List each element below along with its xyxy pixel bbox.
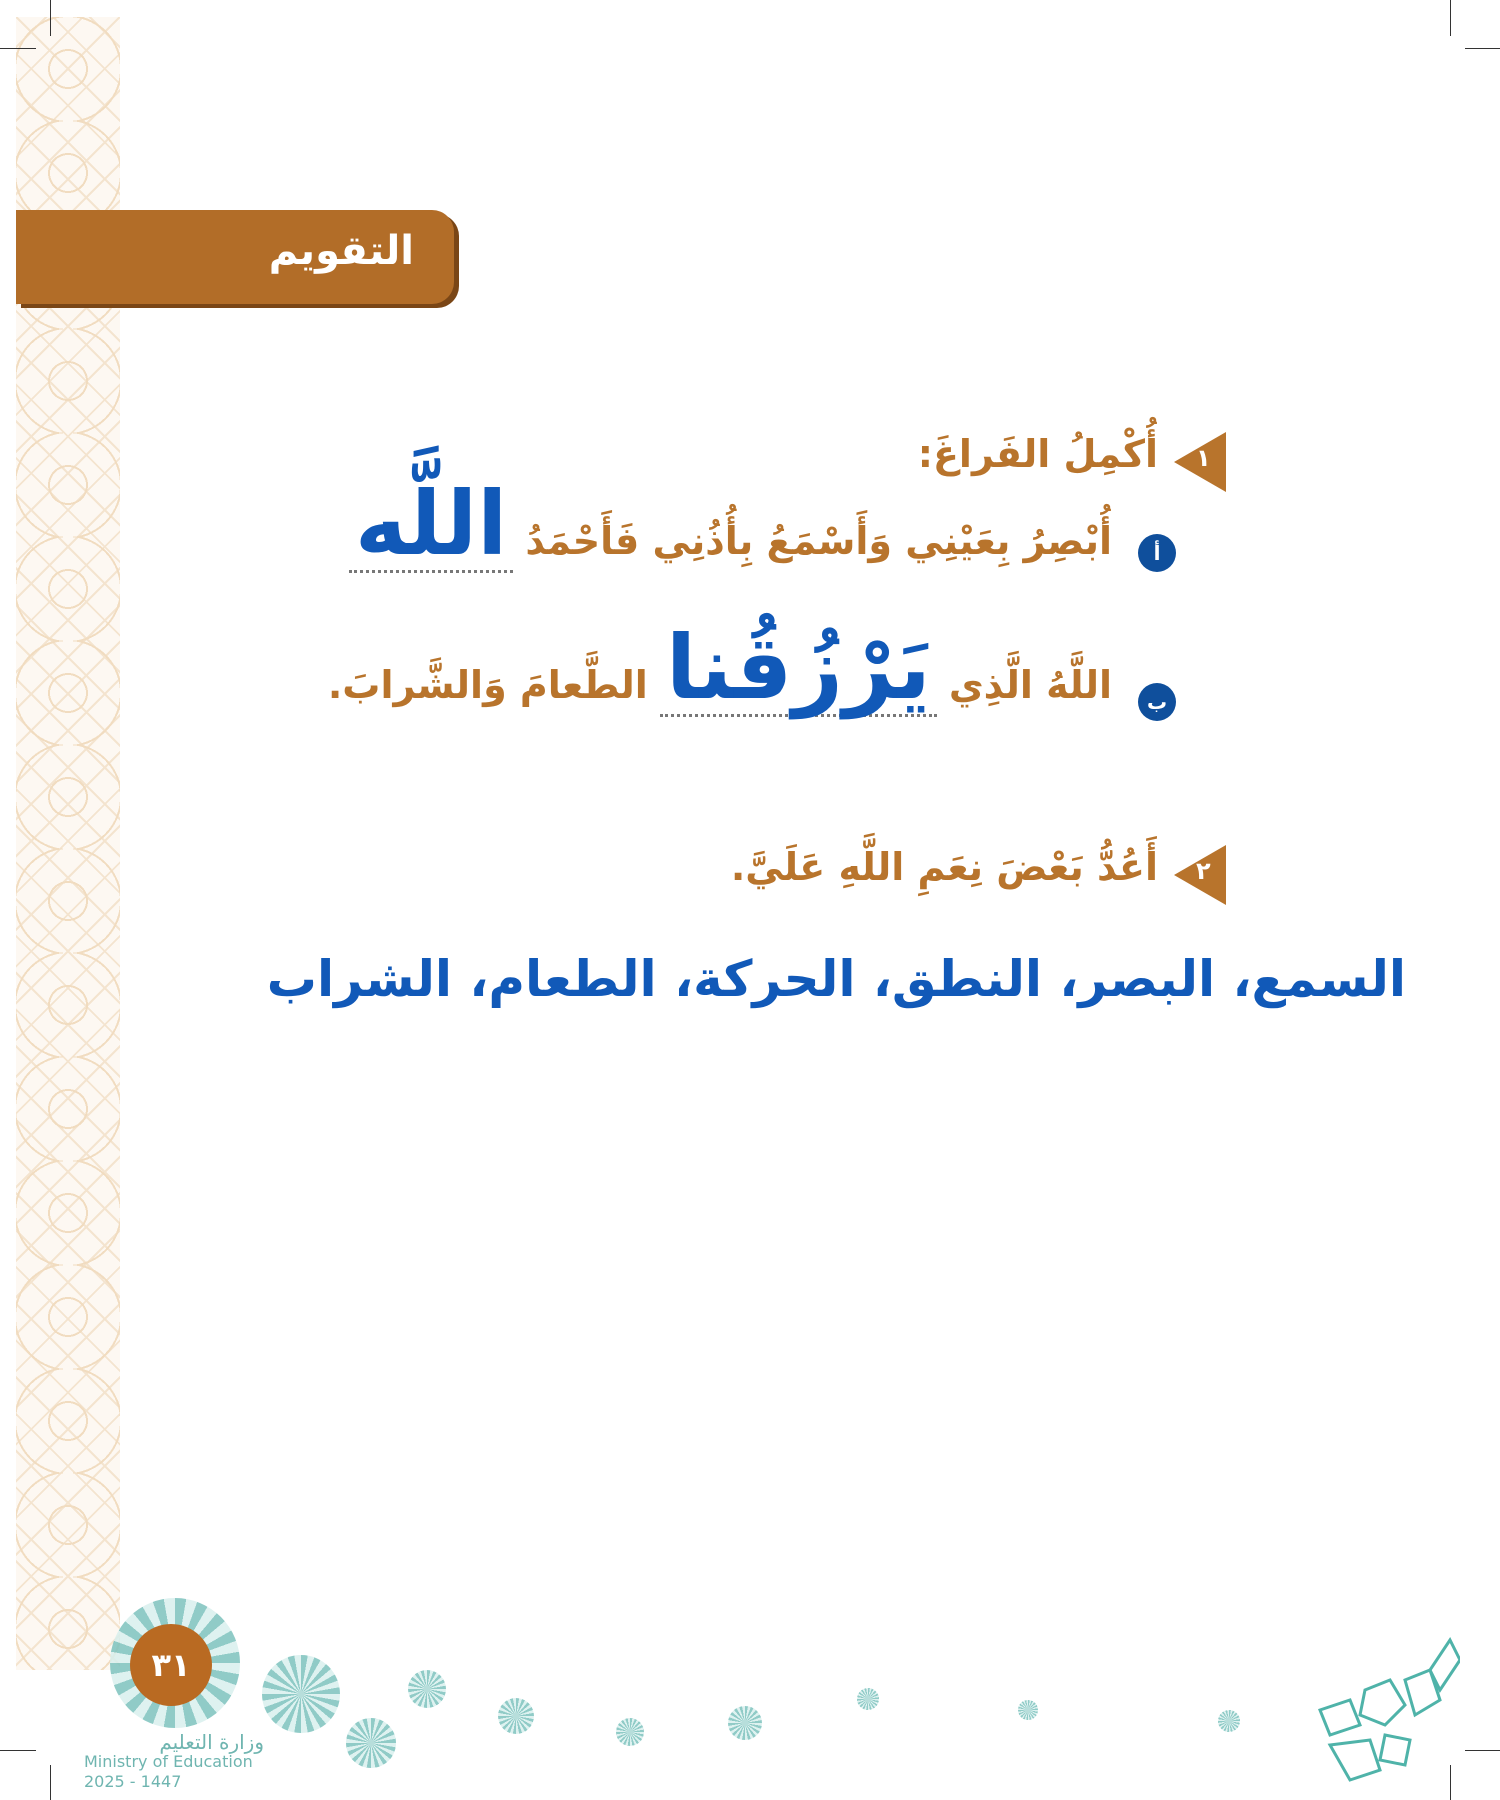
crop-mark xyxy=(1465,48,1500,49)
item-b-marker: ب xyxy=(1138,683,1176,721)
decorative-rosette xyxy=(1218,1710,1240,1732)
decorative-rosette xyxy=(1018,1700,1038,1720)
item-b-text: اللَّهُ الَّذِي xyxy=(948,663,1112,707)
crop-mark xyxy=(1450,0,1451,36)
decorative-rosette xyxy=(346,1718,396,1768)
question-number: ١ xyxy=(1196,444,1211,472)
decorative-rosette xyxy=(616,1718,644,1746)
logo-english: Ministry of Education xyxy=(84,1752,253,1771)
section-banner xyxy=(16,210,454,304)
crop-mark xyxy=(50,0,51,36)
question-1-prompt: أُكْمِلُ الفَراغَ: xyxy=(917,432,1158,476)
logo-year: 2025 - 1447 xyxy=(84,1772,182,1791)
question-2-answer: السمع، البصر، النطق، الحركة، الطعام، الشراب xyxy=(266,950,1406,1008)
item-a-marker: أ xyxy=(1138,534,1176,572)
decorative-rosette xyxy=(857,1688,879,1710)
question-number: ٢ xyxy=(1196,857,1211,885)
page-number: ٣١ xyxy=(130,1624,212,1706)
logo-text xyxy=(84,1732,264,1792)
item-b-text-end: الطَّعامَ وَالشَّرابَ. xyxy=(327,663,648,707)
crop-mark xyxy=(0,48,36,49)
crop-mark xyxy=(1465,1750,1500,1751)
section-title: التقويم xyxy=(268,228,414,274)
item-b-row xyxy=(327,616,1112,719)
item-a-row xyxy=(349,472,1112,575)
decorative-rosette xyxy=(262,1655,340,1733)
item-b-answer: يَرْزُقُنا xyxy=(660,622,937,717)
decorative-rosette xyxy=(498,1698,534,1734)
question-1-marker xyxy=(1174,432,1226,492)
crop-mark xyxy=(50,1765,51,1800)
item-a-text: أُبْصِرُ بِعَيْنِي وَأَسْمَعُ بِأُذُنِي فَأَحْمَدُ xyxy=(525,519,1112,563)
question-2-prompt: أَعُدُّ بَعْضَ نِعَمِ اللَّهِ عَلَيَّ. xyxy=(730,845,1158,889)
decorative-rosette xyxy=(728,1706,762,1740)
crop-mark xyxy=(1450,1765,1451,1800)
decorative-rosette xyxy=(408,1670,446,1708)
question-2-marker xyxy=(1174,845,1226,905)
item-a-answer: اللَّه xyxy=(349,478,514,573)
crop-mark xyxy=(0,1750,36,1751)
logo-arabic: وزارة التعليم xyxy=(159,1730,264,1754)
geometric-corner-decoration xyxy=(1310,1630,1460,1790)
